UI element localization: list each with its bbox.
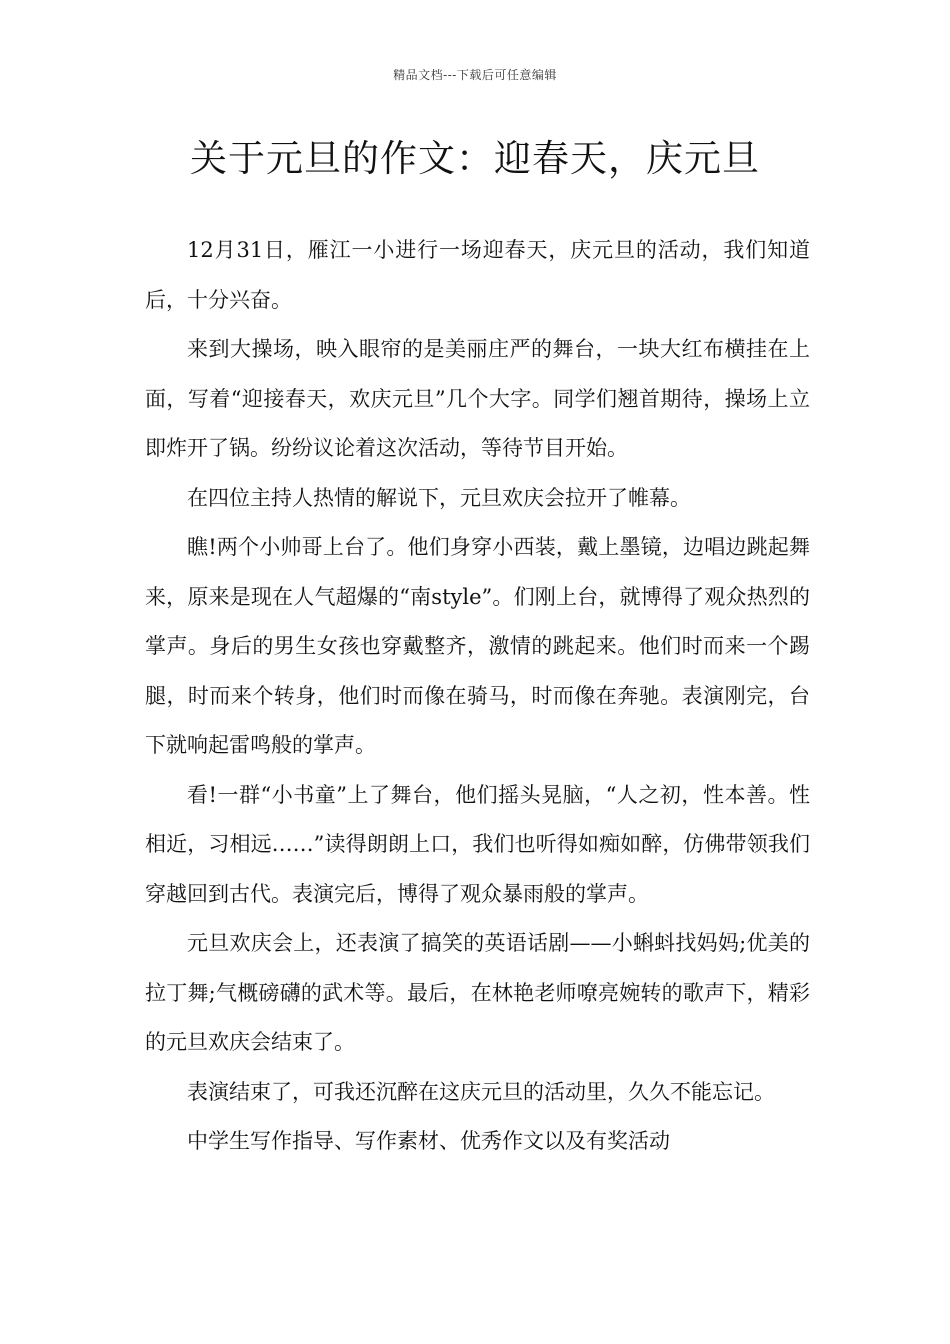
document-body [145, 226, 810, 1167]
paragraph: 看!一群“小书童”上了舞台，他们摇头晃脑，“人之初，性本善。性相近，习相远……”读得朗朗上口，我们也听得如痴如醉，仿佛带领我们穿越回到古代。表演完后，博得了观众暴雨般的掌声。 [145, 782, 810, 906]
header-note: 精品文档---下载后可任意编辑 [393, 68, 557, 82]
paragraph: 在四位主持人热情的解说下，元旦欢庆会拉开了帷幕。 [187, 485, 691, 510]
paragraph: 瞧!两个小帅哥上台了。他们身穿小西装，戴上墨镜，边唱边跳起舞来，原来是现在人气超爆的“南style”。们刚上台，就博得了观众热烈的掌声。身后的男生女孩也穿戴整齐，激情的跳起来。他们时而来一个踢腿，时而来个转身，他们时而像在骑马，时而像在奔驰。表演刚完，台下就响起雷鸣般的掌声。 [145, 535, 810, 757]
paragraph: 中学生写作指导、写作素材、优秀作文以及有奖活动 [187, 1129, 670, 1153]
paragraph: 元旦欢庆会上，还表演了搞笑的英语话剧——小蝌蚪找妈妈;优美的拉丁舞;气概磅礴的武术等。最后，在林艳老师嘹亮婉转的歌声下，精彩的元旦欢庆会结束了。 [145, 931, 810, 1054]
document-title: 关于元旦的作文：迎春天，庆元旦 [190, 137, 760, 180]
paragraph: 来到大操场，映入眼帘的是美丽庄严的舞台，一块大红布横挂在上面，写着“迎接春天，欢庆元旦”几个大字。同学们翘首期待，操场上立即炸开了锅。纷纷议论着这次活动，等待节目开始。 [145, 337, 810, 460]
paragraph: 12月31日，雁江一小进行一场迎春天，庆元旦的活动，我们知道后，十分兴奋。 [145, 238, 810, 312]
paragraph: 表演结束了，可我还沉醉在这庆元旦的活动里，久久不能忘记。 [187, 1079, 775, 1104]
